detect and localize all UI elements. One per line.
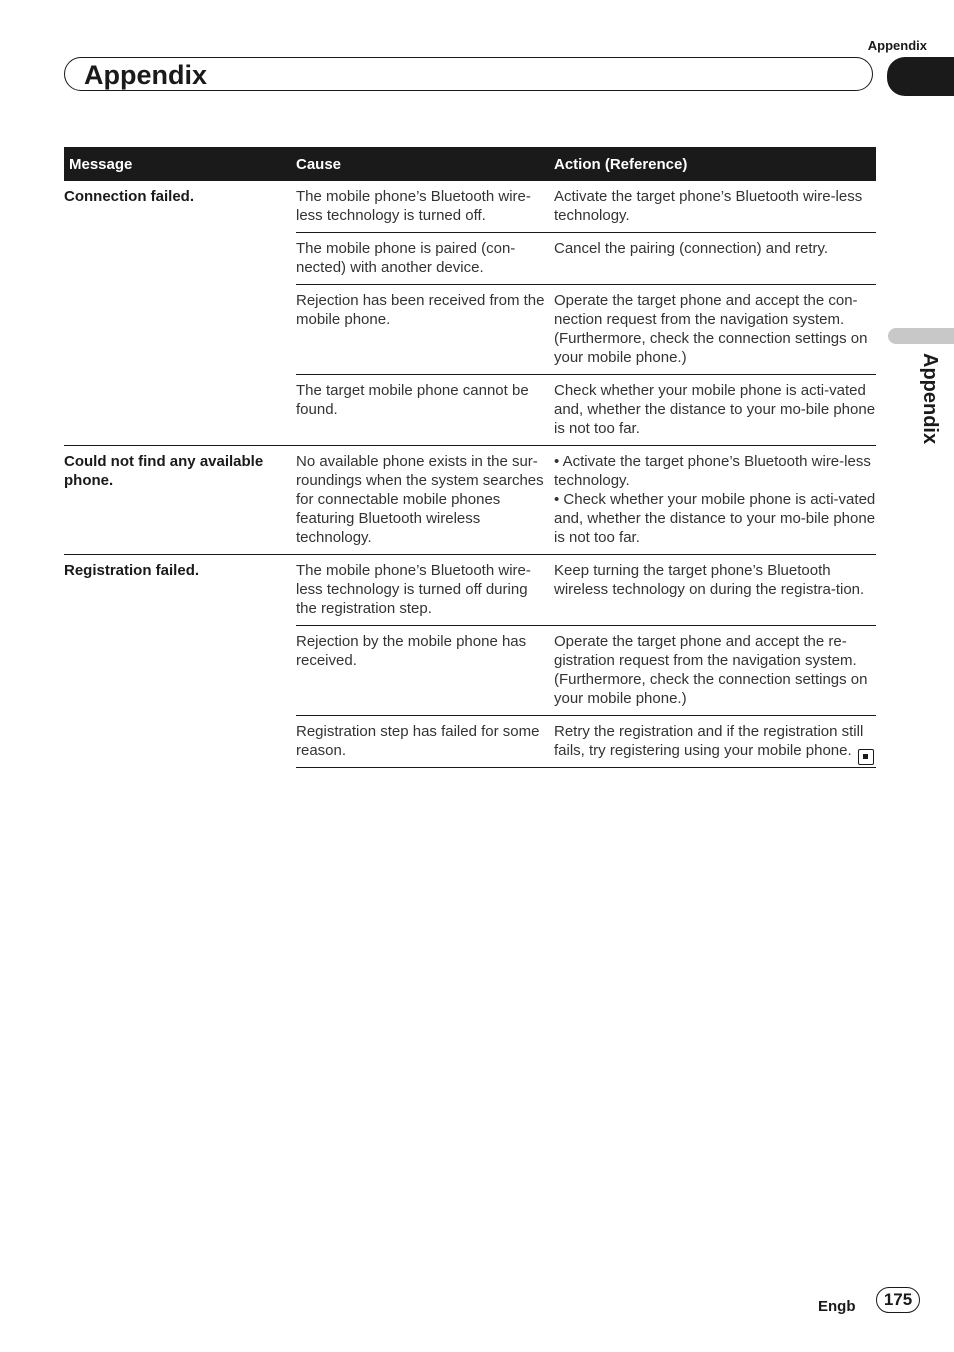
column-header-action: Action (Reference)	[554, 147, 876, 181]
side-tab-marker	[888, 328, 954, 344]
message-cell: Connection failed.	[64, 188, 195, 205]
end-of-section-icon	[858, 749, 874, 765]
cause-cell: The mobile phone’s Bluetooth wire-less technology is turned off.	[296, 188, 531, 224]
column-header-message: Message	[64, 147, 296, 181]
table-row	[64, 181, 876, 233]
action-cell: Operate the target phone and accept the con-nection request from the navigation system. (Furthermore, check the connection settings on your mobile phone.)	[554, 285, 876, 375]
table-row	[64, 555, 876, 626]
action-cell: Check whether your mobile phone is acti-vated and, whether the distance to your mo-bile phone is not too far.	[554, 375, 876, 446]
cause-cell: The mobile phone’s Bluetooth wire-less technology is turned off during the registration step.	[296, 555, 554, 626]
side-tab-label: Appendix	[919, 353, 941, 445]
action-cell: Keep turning the target phone’s Bluetooth wireless technology on during the registra-tion.	[554, 555, 876, 626]
table-row	[64, 446, 876, 555]
page-number: 175	[876, 1287, 920, 1313]
language-code: Engb	[818, 1298, 856, 1315]
action-cell: • Activate the target phone’s Bluetooth wire-less technology. • Check whether your mobile phone is acti-vated and, whether the distance to your mo-bile phone is not too far.	[554, 446, 876, 555]
running-head: Appendix	[867, 38, 927, 53]
cause-cell: The target mobile phone cannot be found.	[296, 375, 554, 446]
page-title: Appendix	[84, 60, 208, 90]
cause-cell: No available phone exists in the sur-roundings when the system searches for connectable mobile phones featuring Bluetooth wireless technology.	[296, 446, 554, 555]
action-cell: Activate the target phone’s Bluetooth wire-less technology.	[554, 188, 863, 224]
message-cell: Registration failed.	[64, 555, 296, 768]
table-header-row	[64, 147, 876, 181]
cause-cell: Rejection has been received from the mobile phone.	[296, 285, 554, 375]
action-cell: Operate the target phone and accept the re-gistration request from the navigation system. (Furthermore, check the connection settings on your mobile phone.)	[554, 626, 876, 716]
cause-cell: The mobile phone is paired (con-nected) with another device.	[296, 233, 554, 285]
action-cell: Retry the registration and if the registration still fails, try registering using your mobile phone.	[554, 716, 876, 768]
error-message-table	[64, 147, 876, 768]
cause-cell: Rejection by the mobile phone has received.	[296, 626, 554, 716]
message-cell: Could not find any available phone.	[64, 446, 296, 555]
cause-cell: Registration step has failed for some reason.	[296, 716, 554, 768]
column-header-cause: Cause	[296, 147, 554, 181]
section-tab-marker	[887, 57, 954, 96]
action-cell: Cancel the pairing (connection) and retry.	[554, 233, 876, 285]
